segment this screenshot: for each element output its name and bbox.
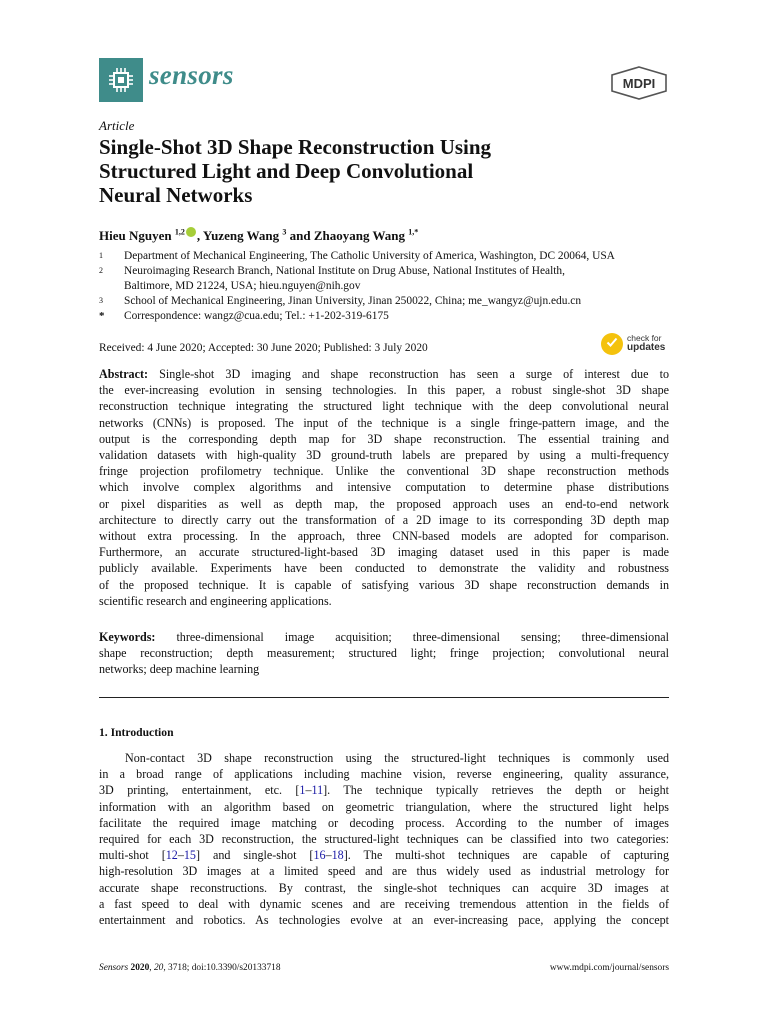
intro-text: ]. The technique typically retrieves the depth or height [323,783,669,798]
intro-text: facilitate the required image matching or decoding process. According to the number of images [99,815,669,830]
intro-text: – [305,783,312,798]
check-updates-label: updates [627,342,666,353]
intro-text: – [177,848,184,863]
abstract-line: of the proposed technique. It is capable of satisfying various 3D shape reconstruction demands in [99,577,669,592]
citation-link[interactable]: 15 [183,848,196,863]
keywords-text: three-dimensional image acquisition; three-dimensional sensing; three-dimensional [176,630,669,644]
publisher-name: MDPI [622,76,656,91]
intro-line [99,799,669,815]
affiliation-text: School of Mechanical Engineering, Jinan University, Jinan 250022, China; me_wangyz@ujn.edu.cn [124,295,582,307]
footer-volume: 20 [153,963,164,973]
footer-year: 2020 [130,963,150,973]
publication-dates: Received: 4 June 2020; Accepted: 30 June 2020; Published: 3 July 2020 [99,342,428,354]
citation-footer: Sensors 2020, 20, 3718; doi:10.3390/s20133718 [99,963,281,973]
abstract [99,366,669,609]
check-updates-label: check for [627,333,662,343]
intro-text: entertainment and robotics. As technologies evolve at an ever-increasing pace, applying the concept [99,913,669,928]
affiliation-text: Correspondence: wangz@cua.edu; Tel.: +1-202-319-6175 [124,310,389,322]
intro-line [99,815,669,831]
journal-logo-icon [99,58,143,102]
intro-line [99,863,669,879]
article-type: Article [99,118,135,133]
footer-doi: , 3718; doi:10.3390/s20133718 [163,963,281,973]
intro-text: – [325,848,332,863]
author-affil-sup: 1,2 [174,227,185,237]
intro-line [99,847,669,863]
abstract-line: reconstruction technique integrating the structured light technique with the deep convolutional neural [99,399,669,414]
check-updates-icon [601,333,623,355]
abstract-line: validation datasets with high-quality 3D ground-truth labels are prepared by using a multi-frequency [99,448,669,463]
intro-line [99,750,669,766]
keywords-line [99,629,669,645]
abstract-line: output is the corresponding depth map for 3D shape reconstruction. The essential training and [99,431,669,446]
intro-line [99,766,669,782]
intro-line [99,896,669,912]
journal-name: sensors [149,60,234,90]
author-name[interactable]: Zhaoyang Wang [313,228,405,243]
title-line: Neural Networks [99,183,253,207]
abstract-text: Single-shot 3D imaging and shape reconstruction has seen a surge of interest due to [159,367,669,381]
affiliation-number: * [99,310,105,322]
author-affil-sup: 1,* [408,227,419,237]
introduction-body [99,750,669,928]
keywords-line: shape reconstruction; depth measurement; structured light; fringe projection; convolutional neural [99,646,669,661]
abstract-line: fringe projection profilometry technique. Unlike the conventional 3D shape reconstruction methods [99,464,669,479]
abstract-line: publicly available. Experiments have been conducted to demonstrate the validity and robustness [99,561,669,576]
intro-text: 3D printing, entertainment, etc. [ [99,783,300,798]
citation-link[interactable]: 12 [165,848,178,863]
intro-line [99,782,669,798]
affiliation-text: Baltimore, MD 21224, USA; hieu.nguyen@nih.gov [124,280,361,292]
check-for-updates-button[interactable] [601,333,671,355]
affiliation-text: Department of Mechanical Engineering, The Catholic University of America, Washington, DC 20064, USA [124,250,615,262]
citation-link[interactable]: 16 [313,848,326,863]
abstract-line: Furthermore, an accurate structured-light-based 3D imaging dataset used in this paper is made [99,545,669,560]
abstract-line: without extra processing. In the approach, three CNN-based models are adopted for comparison. [99,529,669,544]
affiliation-number: 1 [99,251,103,260]
citation-link[interactable]: 1 [299,783,306,798]
intro-text: accurate shape reconstructions. By contrast, the single-shot techniques can acquire 3D images at [99,880,669,895]
keywords [99,629,669,678]
author-list: Hieu Nguyen $^{1,2}$ , Yuzeng Wang $^3$ and Zhaoyang Wang $^{1,*}$ [99,227,419,243]
intro-text: a fast speed to deal with dynamic scenes and are receiving tremendous attention in the fields of [99,896,669,911]
affiliation-number: 3 [99,296,103,305]
affiliation-text: Neuroimaging Research Branch, National Institute on Drug Abuse, National Institutes of Health, [124,265,565,277]
keywords-label: Keywords: [99,630,156,644]
section-heading: 1. Introduction [99,726,174,739]
abstract-line: networks (CNNs) is proposed. The input of the technique is a single fringe-pattern image, and the [99,415,669,430]
intro-text: information with an algorithm based on geometric triangulation, where the structured light helps [99,799,669,814]
abstract-line: scientific research and engineering applications. [99,593,332,608]
intro-line [99,912,669,928]
intro-text: in a broad range of applications including machine vision, reverse engineering, quality assurance, [99,767,669,782]
section-divider [99,697,669,698]
author-name[interactable]: Yuzeng Wang [202,228,280,243]
abstract-line: architecture to directly carry out the transformation of a 2D image to its corresponding 3D depth map [99,512,669,527]
footer-journal: Sensors [99,963,129,973]
author-affil-sup: 3 [282,227,287,237]
intro-line [99,831,669,847]
affiliation-number: 2 [99,266,103,275]
intro-text: Non-contact 3D shape reconstruction using the structured-light techniques is commonly used [125,751,669,765]
intro-text: ]. The multi-shot techniques are capable of capturing [343,848,669,863]
abstract-line: which involve complex algorithms and intensive computation to determine phase distributions [99,480,669,495]
title-line: Single-Shot 3D Shape Reconstruction Using [99,135,492,159]
author-name[interactable]: Hieu Nguyen [99,228,172,243]
citation-link[interactable]: 11 [311,783,324,798]
abstract-label: Abstract: [99,367,149,381]
journal-url-link[interactable]: www.mdpi.com/journal/sensors [549,963,669,973]
keywords-line: networks; deep machine learning [99,662,260,677]
intro-text: high-resolution 3D images at a limited speed and are thus widely used as industrial metrology for [99,864,669,879]
mdpi-logo-icon [609,66,669,100]
intro-text: required for each 3D reconstruction, the structured-light techniques can be classified into two categories: [99,832,669,847]
title-line: Structured Light and Deep Convolutional [99,159,474,183]
intro-text: multi-shot [ [99,848,166,863]
abstract-line [99,366,669,382]
paper-title [99,135,659,207]
citation-link[interactable]: 18 [331,848,344,863]
intro-line [99,880,669,896]
abstract-line: the ever-increasing evolution in sensing technologies. In this paper, a robust single-shot 3D shape [99,383,669,398]
orcid-icon[interactable] [186,227,196,237]
abstract-line: or pixel disparities as well as depth map, the proposed approach uses an end-to-end network [99,496,669,511]
intro-text: ] and single-shot [ [195,848,314,863]
